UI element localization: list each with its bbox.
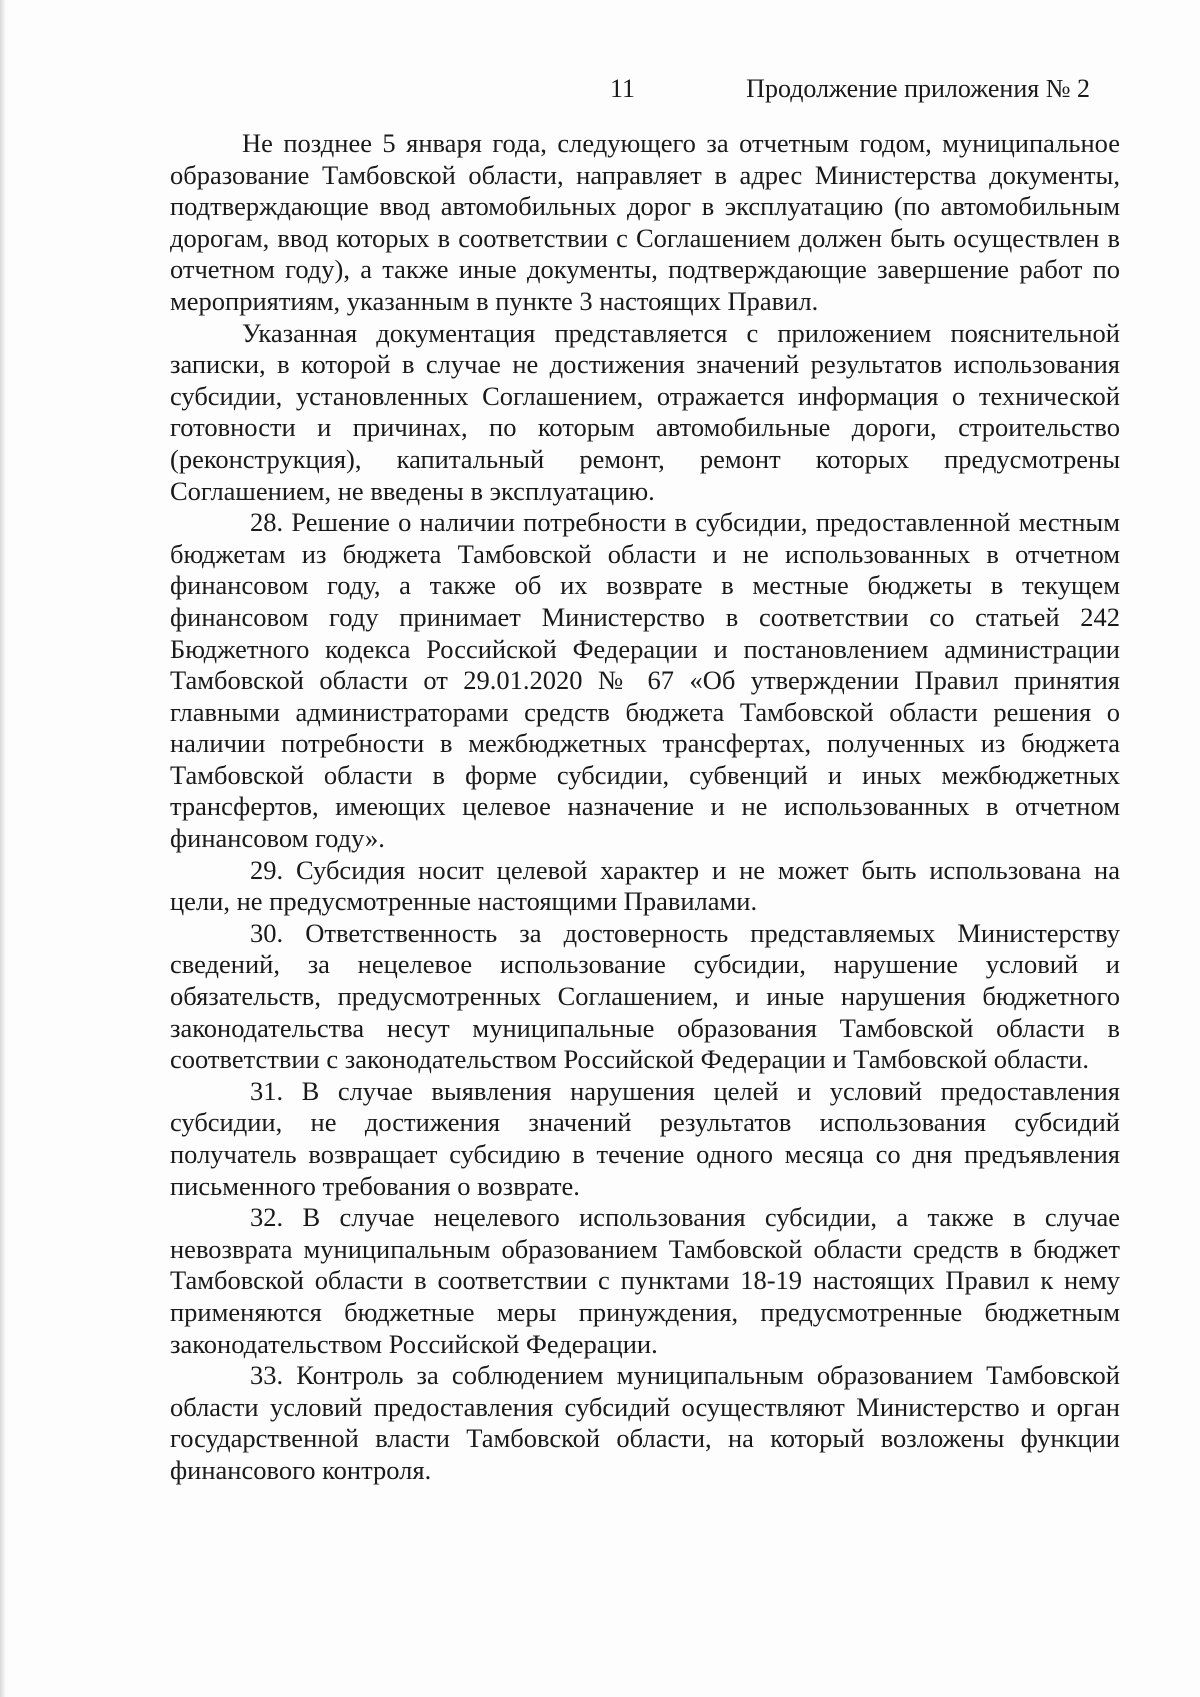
paragraph-submission-deadline: Не позднее 5 января года, следующего за отчетным годом, муниципальное образование Тамбовской области, направляет в адрес Министерства документы, подтверждающие ввод автомобильных дорог в эксплуатацию (по автомобильным дорогам, ввод которых в соответствии с Соглашением должен быть осуществлен в отчетном году), а также иные документы, подтверждающие завершение работ по мероприятиям, указанным в пункте 3 настоящих Правил. [170,128,1120,316]
appendix-continuation-title: Продолжение приложения № 2 [746,74,1090,103]
paragraph-explanatory-note: Указанная документация представляется с приложением пояснительной записки, в которой в случае не достижения значений результатов использования субсидии, установленных Соглашением, отражается информация о технической готовности и причинах, по которым автомобильные дороги, строительство (реконструкция), капитальный ремонт, ремонт которых предусмотрены Соглашением, не введены в эксплуатацию. [170,317,1120,506]
paragraph-item-33: 33. Контроль за соблюдением муниципальным образованием Тамбовской области условий предоставления субсидий осуществляют Министерство и орган государственной власти Тамбовской области, на который возложены функции финансового контроля. [170,1360,1120,1485]
document-body [170,128,1120,1487]
paragraph-item-32: 32. В случае нецелевого использования субсидии, а также в случае невозврата муниципальным образованием Тамбовской области средств в бюджет Тамбовской области в соответствии с пунктами 18-19 настоящих Правил к нему применяются бюджетные меры принуждения, предусмотренные бюджетным законодательством Российской Федерации. [170,1202,1120,1359]
paragraph-item-30: 30. Ответственность за достоверность представляемых Министерству сведений, за нецелевое использование субсидии, нарушение условий и обязательств, предусмотренных Соглашением, и иные нарушения бюджетного законодательства несут муниципальные образования Тамбовской области в соответствии с законодательством Российской Федерации и Тамбовской области. [170,917,1120,1075]
paragraph-item-31: 31. В случае выявления нарушения целей и условий предоставления субсидии, не достижения значений результатов использования субсидий получатель возвращает субсидию в течение одного месяца со дня предъявления письменного требования о возврате. [170,1075,1120,1201]
page-number: 11 [610,74,636,103]
page-header [0,74,1200,114]
paragraph-item-29: 29. Субсидия носит целевой характер и не может быть использована на цели, не предусмотренные настоящими Правилами. [170,854,1120,917]
scan-edge-shadow [0,0,6,1697]
paragraph-item-28: 28. Решение о наличии потребности в субсидии, предоставленной местным бюджетам из бюджета Тамбовской области и не использованных в отчетном финансовом году, а также об их возврате в местные бюджеты в текущем финансовом году принимает Министерство в соответствии со статьей 242 Бюджетного кодекса Российской Федерации и постановлением администрации Тамбовской области от 29.01.2020 № 67 «Об утверждении Правил принятия главными администраторами средств бюджета Тамбовской области решения о наличии потребности в межбюджетных трансфертах, полученных из бюджета Тамбовской области в форме субсидии, субвенций и иных межбюджетных трансфертов, имеющих целевое назначение и не использованных в отчетном финансовом году». [170,507,1120,854]
